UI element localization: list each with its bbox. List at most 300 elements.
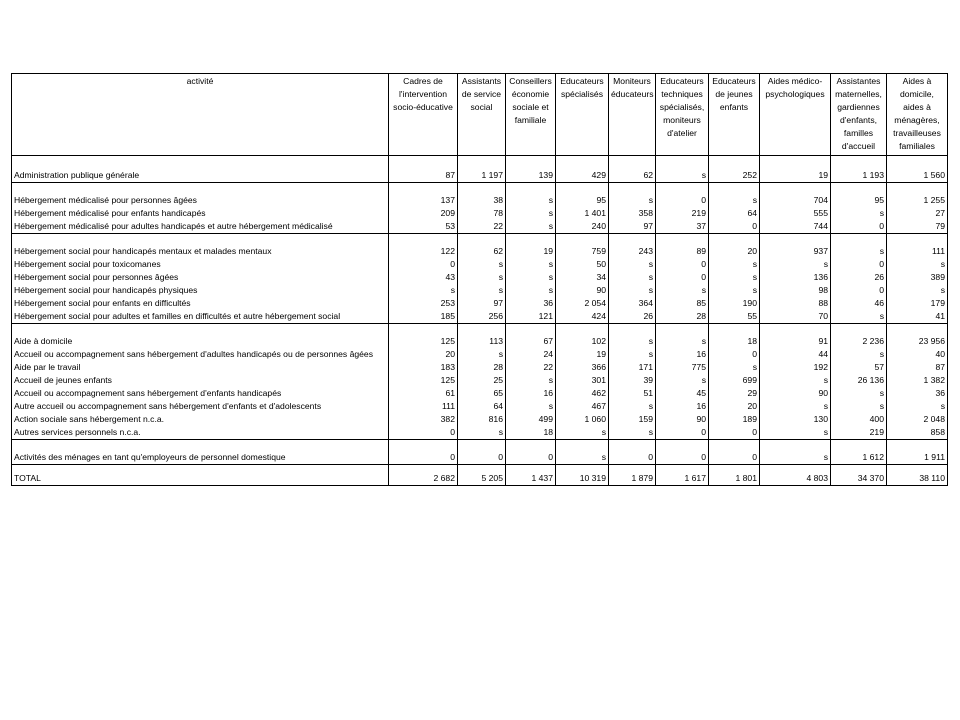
- cell-value: 27: [887, 207, 948, 220]
- cell-value: s: [709, 194, 760, 207]
- activity-staff-table: [11, 73, 948, 486]
- cell-value: s: [506, 194, 556, 207]
- cell-value: 0: [709, 220, 760, 234]
- cell-value: [389, 324, 458, 336]
- cell-value: 18: [709, 335, 760, 348]
- row-label: [12, 156, 389, 170]
- cell-value: s: [831, 400, 887, 413]
- cell-value: 429: [556, 169, 609, 183]
- cell-value: 89: [656, 245, 709, 258]
- table-row: [12, 194, 948, 207]
- cell-value: 4 803: [760, 465, 831, 486]
- cell-value: 1 437: [506, 465, 556, 486]
- table-row: [12, 387, 948, 400]
- cell-value: 18: [506, 426, 556, 440]
- cell-value: [389, 183, 458, 195]
- spacer-row: [12, 324, 948, 336]
- cell-value: s: [556, 451, 609, 465]
- cell-value: 64: [709, 207, 760, 220]
- cell-value: 159: [609, 413, 656, 426]
- cell-value: 0: [831, 284, 887, 297]
- row-label: [12, 324, 389, 336]
- cell-value: s: [506, 271, 556, 284]
- cell-value: [609, 234, 656, 246]
- spacer-row: [12, 156, 948, 170]
- row-label: Accueil ou accompagnement sans hébergement d'adultes handicapés ou de personnes âgées: [12, 348, 389, 361]
- cell-value: s: [609, 348, 656, 361]
- column-header: activité: [12, 74, 389, 156]
- cell-value: 0: [656, 271, 709, 284]
- cell-value: 0: [831, 220, 887, 234]
- cell-value: 90: [556, 284, 609, 297]
- cell-value: 36: [887, 387, 948, 400]
- cell-value: 19: [556, 348, 609, 361]
- row-label: Aide à domicile: [12, 335, 389, 348]
- cell-value: 0: [389, 258, 458, 271]
- cell-value: s: [458, 284, 506, 297]
- cell-value: 252: [709, 169, 760, 183]
- cell-value: 2 682: [389, 465, 458, 486]
- row-label: Autre accueil ou accompagnement sans hébergement d'enfants et d'adolescents: [12, 400, 389, 413]
- row-label: Accueil de jeunes enfants: [12, 374, 389, 387]
- cell-value: 467: [556, 400, 609, 413]
- cell-value: [506, 183, 556, 195]
- column-header: Assistantes maternelles, gardiennes d'enfants, familles d'accueil: [831, 74, 887, 156]
- cell-value: 137: [389, 194, 458, 207]
- cell-value: [389, 234, 458, 246]
- cell-value: 16: [656, 400, 709, 413]
- cell-value: 775: [656, 361, 709, 374]
- cell-value: [506, 440, 556, 452]
- cell-value: 189: [709, 413, 760, 426]
- cell-value: 1 617: [656, 465, 709, 486]
- cell-value: 65: [458, 387, 506, 400]
- cell-value: 858: [887, 426, 948, 440]
- cell-value: [709, 156, 760, 170]
- cell-value: [458, 440, 506, 452]
- cell-value: 20: [709, 400, 760, 413]
- cell-value: 382: [389, 413, 458, 426]
- cell-value: 171: [609, 361, 656, 374]
- cell-value: [458, 183, 506, 195]
- cell-value: s: [887, 284, 948, 297]
- cell-value: 43: [389, 271, 458, 284]
- column-header: Moniteurs éducateurs: [609, 74, 656, 156]
- cell-value: 19: [506, 245, 556, 258]
- cell-value: 16: [506, 387, 556, 400]
- cell-value: 0: [506, 451, 556, 465]
- cell-value: 122: [389, 245, 458, 258]
- cell-value: 0: [389, 451, 458, 465]
- cell-value: 136: [760, 271, 831, 284]
- cell-value: s: [458, 258, 506, 271]
- cell-value: s: [887, 258, 948, 271]
- cell-value: s: [506, 220, 556, 234]
- table-row: [12, 258, 948, 271]
- table-row: [12, 400, 948, 413]
- row-label: Hébergement médicalisé pour enfants handicapés: [12, 207, 389, 220]
- cell-value: 41: [887, 310, 948, 324]
- cell-value: 243: [609, 245, 656, 258]
- cell-value: s: [458, 271, 506, 284]
- cell-value: 1 197: [458, 169, 506, 183]
- cell-value: 179: [887, 297, 948, 310]
- cell-value: 0: [656, 194, 709, 207]
- cell-value: 0: [709, 348, 760, 361]
- cell-value: s: [760, 426, 831, 440]
- cell-value: 62: [458, 245, 506, 258]
- cell-value: 301: [556, 374, 609, 387]
- cell-value: 192: [760, 361, 831, 374]
- cell-value: 26 136: [831, 374, 887, 387]
- cell-value: [831, 183, 887, 195]
- column-header: Educateurs techniques spécialisés, moniteurs d'atelier: [656, 74, 709, 156]
- cell-value: 29: [709, 387, 760, 400]
- cell-value: [458, 156, 506, 170]
- cell-value: s: [760, 451, 831, 465]
- cell-value: 111: [887, 245, 948, 258]
- cell-value: [760, 440, 831, 452]
- table-row: [12, 284, 948, 297]
- cell-value: [609, 440, 656, 452]
- cell-value: [556, 183, 609, 195]
- cell-value: 19: [760, 169, 831, 183]
- cell-value: s: [656, 169, 709, 183]
- column-header: Aides à domicile, aides à ménagères, travailleuses familiales: [887, 74, 948, 156]
- cell-value: [887, 440, 948, 452]
- cell-value: [887, 234, 948, 246]
- cell-value: s: [389, 284, 458, 297]
- cell-value: 0: [656, 451, 709, 465]
- table-row: [12, 271, 948, 284]
- cell-value: 183: [389, 361, 458, 374]
- cell-value: s: [506, 258, 556, 271]
- cell-value: s: [709, 284, 760, 297]
- cell-value: 51: [609, 387, 656, 400]
- cell-value: 102: [556, 335, 609, 348]
- cell-value: s: [656, 374, 709, 387]
- cell-value: 28: [458, 361, 506, 374]
- cell-value: 90: [656, 413, 709, 426]
- cell-value: s: [506, 284, 556, 297]
- row-label: Hébergement social pour handicapés mentaux et malades mentaux: [12, 245, 389, 258]
- cell-value: 25: [458, 374, 506, 387]
- cell-value: s: [709, 258, 760, 271]
- cell-value: 34: [556, 271, 609, 284]
- cell-value: s: [760, 258, 831, 271]
- cell-value: [831, 156, 887, 170]
- cell-value: [458, 234, 506, 246]
- row-label: Hébergement social pour enfants en difficultés: [12, 297, 389, 310]
- cell-value: [506, 156, 556, 170]
- cell-value: 55: [709, 310, 760, 324]
- table-row: [12, 169, 948, 183]
- cell-value: 91: [760, 335, 831, 348]
- cell-value: s: [760, 374, 831, 387]
- spacer-row: [12, 183, 948, 195]
- cell-value: 2 048: [887, 413, 948, 426]
- cell-value: [389, 440, 458, 452]
- cell-value: 28: [656, 310, 709, 324]
- cell-value: s: [831, 310, 887, 324]
- row-label: Hébergement social pour handicapés physiques: [12, 284, 389, 297]
- cell-value: 424: [556, 310, 609, 324]
- cell-value: 400: [831, 413, 887, 426]
- table-row: [12, 413, 948, 426]
- cell-value: s: [887, 400, 948, 413]
- cell-value: 40: [887, 348, 948, 361]
- cell-value: 50: [556, 258, 609, 271]
- cell-value: 1 382: [887, 374, 948, 387]
- cell-value: [609, 156, 656, 170]
- cell-value: 95: [556, 194, 609, 207]
- cell-value: 39: [609, 374, 656, 387]
- cell-value: [389, 156, 458, 170]
- cell-value: 64: [458, 400, 506, 413]
- cell-value: 53: [389, 220, 458, 234]
- cell-value: s: [709, 361, 760, 374]
- cell-value: 38: [458, 194, 506, 207]
- row-label: Autres services personnels n.c.a.: [12, 426, 389, 440]
- cell-value: 88: [760, 297, 831, 310]
- cell-value: s: [831, 348, 887, 361]
- cell-value: 97: [458, 297, 506, 310]
- cell-value: 389: [887, 271, 948, 284]
- cell-value: 704: [760, 194, 831, 207]
- cell-value: [709, 440, 760, 452]
- cell-value: 78: [458, 207, 506, 220]
- row-label: Hébergement social pour toxicomanes: [12, 258, 389, 271]
- cell-value: 87: [389, 169, 458, 183]
- cell-value: 20: [389, 348, 458, 361]
- cell-value: 1 612: [831, 451, 887, 465]
- cell-value: 85: [656, 297, 709, 310]
- cell-value: [656, 183, 709, 195]
- cell-value: 364: [609, 297, 656, 310]
- cell-value: [656, 156, 709, 170]
- table-row: [12, 426, 948, 440]
- spacer-row: [12, 440, 948, 452]
- cell-value: 16: [656, 348, 709, 361]
- column-header: Aides médico-psychologiques: [760, 74, 831, 156]
- cell-value: [656, 234, 709, 246]
- row-label: Aide par le travail: [12, 361, 389, 374]
- cell-value: 22: [506, 361, 556, 374]
- cell-value: s: [556, 426, 609, 440]
- cell-value: 256: [458, 310, 506, 324]
- cell-value: 113: [458, 335, 506, 348]
- row-label: Administration publique générale: [12, 169, 389, 183]
- cell-value: 0: [609, 451, 656, 465]
- cell-value: 240: [556, 220, 609, 234]
- cell-value: 366: [556, 361, 609, 374]
- row-label: Action sociale sans hébergement n.c.a.: [12, 413, 389, 426]
- total-row: [12, 465, 948, 486]
- row-label: Activités des ménages en tant qu'employeurs de personnel domestique: [12, 451, 389, 465]
- cell-value: 10 319: [556, 465, 609, 486]
- cell-value: s: [506, 207, 556, 220]
- cell-value: 1 255: [887, 194, 948, 207]
- table-row: [12, 374, 948, 387]
- cell-value: 253: [389, 297, 458, 310]
- cell-value: 0: [389, 426, 458, 440]
- cell-value: 87: [887, 361, 948, 374]
- cell-value: 744: [760, 220, 831, 234]
- cell-value: 0: [656, 258, 709, 271]
- cell-value: 125: [389, 335, 458, 348]
- cell-value: 2 054: [556, 297, 609, 310]
- cell-value: 70: [760, 310, 831, 324]
- row-label: Hébergement social pour adultes et familles en difficultés et autre hébergement social: [12, 310, 389, 324]
- cell-value: [458, 324, 506, 336]
- cell-value: [831, 440, 887, 452]
- cell-value: 95: [831, 194, 887, 207]
- cell-value: 61: [389, 387, 458, 400]
- cell-value: 45: [656, 387, 709, 400]
- table-row: [12, 335, 948, 348]
- cell-value: s: [609, 258, 656, 271]
- cell-value: s: [656, 284, 709, 297]
- cell-value: 46: [831, 297, 887, 310]
- cell-value: 139: [506, 169, 556, 183]
- cell-value: 79: [887, 220, 948, 234]
- cell-value: 1 879: [609, 465, 656, 486]
- cell-value: 2 236: [831, 335, 887, 348]
- cell-value: 699: [709, 374, 760, 387]
- cell-value: 111: [389, 400, 458, 413]
- cell-value: 816: [458, 413, 506, 426]
- cell-value: [656, 324, 709, 336]
- cell-value: 1 560: [887, 169, 948, 183]
- cell-value: [887, 156, 948, 170]
- cell-value: [556, 440, 609, 452]
- cell-value: 20: [709, 245, 760, 258]
- cell-value: 1 801: [709, 465, 760, 486]
- column-header: Conseillers économie sociale et familiale: [506, 74, 556, 156]
- row-label: TOTAL: [12, 465, 389, 486]
- cell-value: 34 370: [831, 465, 887, 486]
- cell-value: [556, 324, 609, 336]
- cell-value: 1 193: [831, 169, 887, 183]
- cell-value: 26: [609, 310, 656, 324]
- cell-value: 759: [556, 245, 609, 258]
- cell-value: 36: [506, 297, 556, 310]
- cell-value: 38 110: [887, 465, 948, 486]
- cell-value: s: [609, 271, 656, 284]
- cell-value: s: [506, 374, 556, 387]
- cell-value: 358: [609, 207, 656, 220]
- table-row: [12, 297, 948, 310]
- cell-value: 26: [831, 271, 887, 284]
- cell-value: 37: [656, 220, 709, 234]
- cell-value: 97: [609, 220, 656, 234]
- table-row: [12, 245, 948, 258]
- header-row: [12, 74, 948, 156]
- cell-value: 219: [831, 426, 887, 440]
- cell-value: [709, 324, 760, 336]
- cell-value: 57: [831, 361, 887, 374]
- cell-value: s: [831, 387, 887, 400]
- cell-value: [709, 234, 760, 246]
- cell-value: 209: [389, 207, 458, 220]
- cell-value: s: [760, 400, 831, 413]
- column-header: Cadres de l'intervention socio-éducative: [389, 74, 458, 156]
- cell-value: 0: [709, 426, 760, 440]
- cell-value: s: [609, 400, 656, 413]
- cell-value: 98: [760, 284, 831, 297]
- cell-value: 44: [760, 348, 831, 361]
- cell-value: 937: [760, 245, 831, 258]
- cell-value: s: [458, 348, 506, 361]
- cell-value: [831, 234, 887, 246]
- cell-value: [760, 234, 831, 246]
- cell-value: s: [609, 194, 656, 207]
- cell-value: 1 401: [556, 207, 609, 220]
- cell-value: s: [609, 426, 656, 440]
- table-body: [12, 156, 948, 486]
- cell-value: s: [506, 400, 556, 413]
- cell-value: s: [458, 426, 506, 440]
- table-row: [12, 207, 948, 220]
- cell-value: 185: [389, 310, 458, 324]
- cell-value: 0: [709, 451, 760, 465]
- row-label: Hébergement social pour personnes âgées: [12, 271, 389, 284]
- cell-value: [656, 440, 709, 452]
- row-label: [12, 440, 389, 452]
- cell-value: 121: [506, 310, 556, 324]
- cell-value: 462: [556, 387, 609, 400]
- cell-value: [506, 324, 556, 336]
- row-label: [12, 183, 389, 195]
- cell-value: 0: [458, 451, 506, 465]
- cell-value: [887, 324, 948, 336]
- cell-value: [760, 183, 831, 195]
- cell-value: [506, 234, 556, 246]
- cell-value: 62: [609, 169, 656, 183]
- row-label: Accueil ou accompagnement sans hébergement d'enfants handicapés: [12, 387, 389, 400]
- row-label: [12, 234, 389, 246]
- cell-value: s: [656, 335, 709, 348]
- cell-value: s: [609, 335, 656, 348]
- table-row: [12, 220, 948, 234]
- cell-value: [709, 183, 760, 195]
- cell-value: 0: [831, 258, 887, 271]
- cell-value: [556, 156, 609, 170]
- table-row: [12, 361, 948, 374]
- cell-value: [760, 324, 831, 336]
- cell-value: [831, 324, 887, 336]
- cell-value: [609, 324, 656, 336]
- column-header: Educateurs de jeunes enfants: [709, 74, 760, 156]
- cell-value: s: [609, 284, 656, 297]
- cell-value: s: [831, 207, 887, 220]
- cell-value: 130: [760, 413, 831, 426]
- cell-value: s: [709, 271, 760, 284]
- row-label: Hébergement médicalisé pour adultes handicapés et autre hébergement médicalisé: [12, 220, 389, 234]
- cell-value: 1 911: [887, 451, 948, 465]
- cell-value: 125: [389, 374, 458, 387]
- table-row: [12, 348, 948, 361]
- cell-value: 23 956: [887, 335, 948, 348]
- cell-value: 90: [760, 387, 831, 400]
- column-header: Assistants de service social: [458, 74, 506, 156]
- cell-value: [887, 183, 948, 195]
- cell-value: 190: [709, 297, 760, 310]
- cell-value: [556, 234, 609, 246]
- cell-value: 0: [656, 426, 709, 440]
- cell-value: 219: [656, 207, 709, 220]
- column-header: Educateurs spécialisés: [556, 74, 609, 156]
